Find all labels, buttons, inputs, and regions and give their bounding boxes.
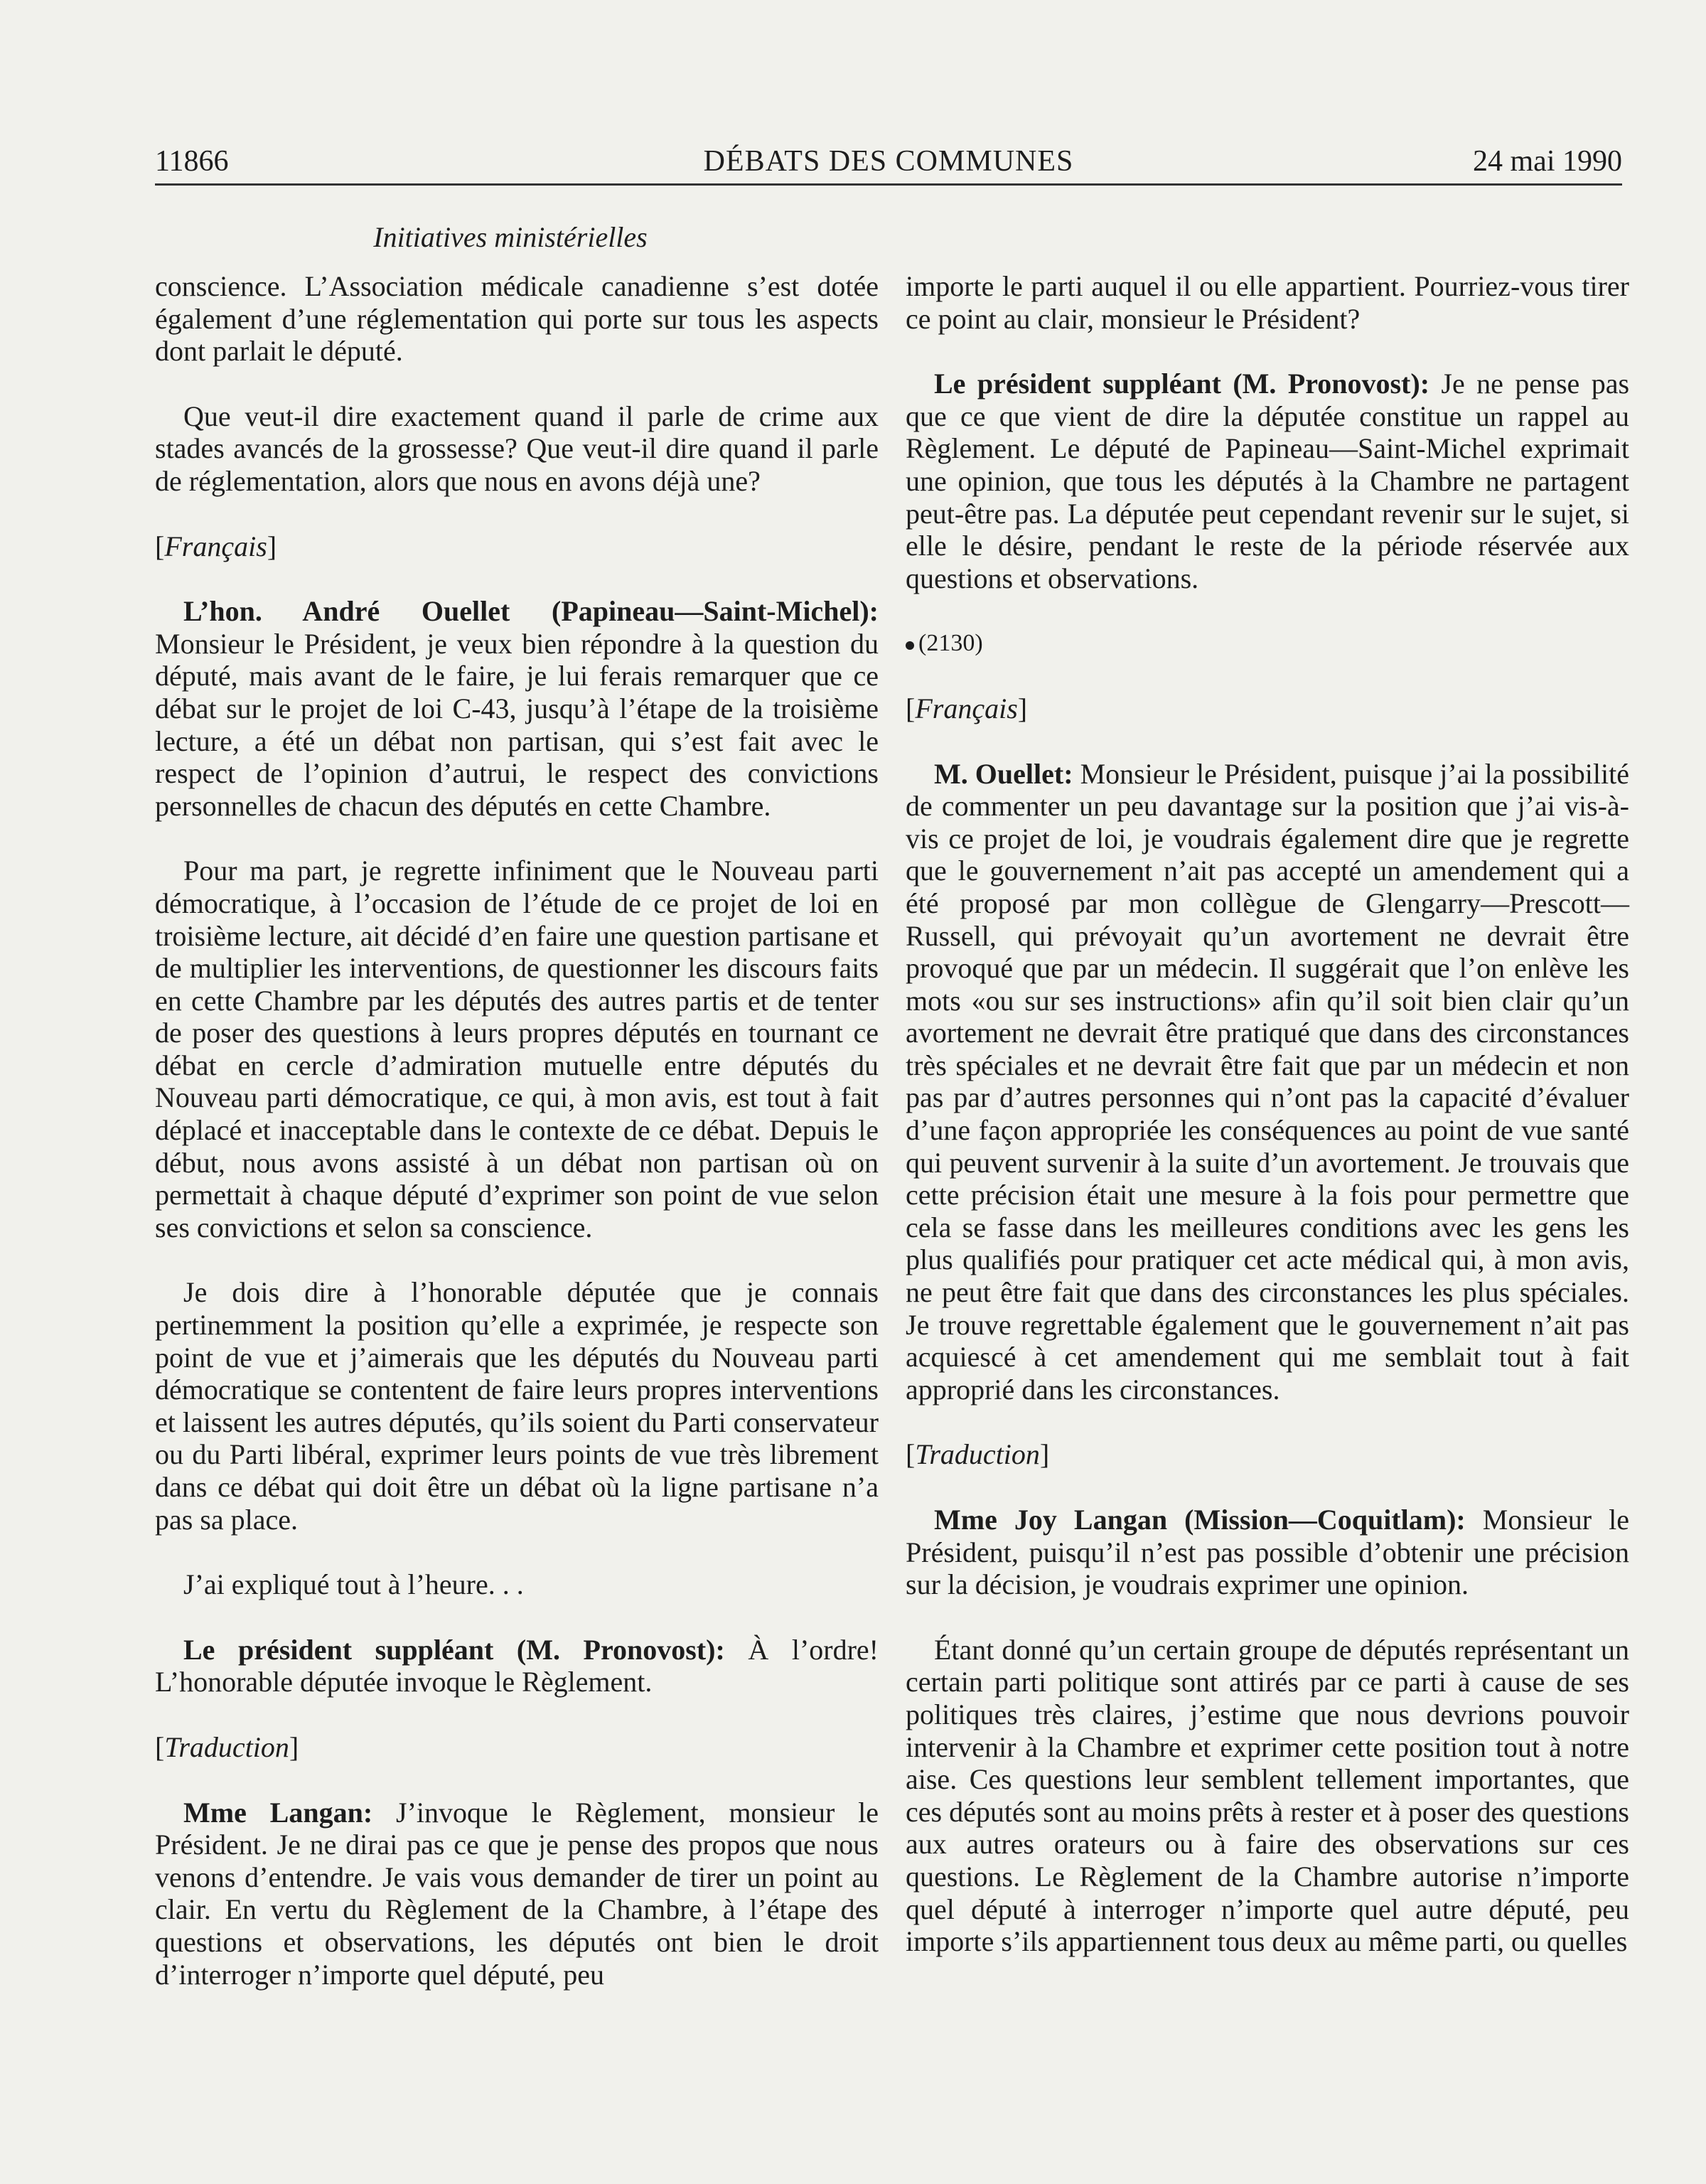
speech-paragraph [906,758,1629,1406]
paragraph: Je dois dire à l’honorable députée que je connais pertinemment la position qu’elle a exprimée, je respecte son point de vue et j’aimerais que les députés du Nouveau parti démocratique se contentent de faire leurs propres interventions et laissent les autres députés, qu’ils soient du Parti conservateur ou du Parti libéral, exprimer leurs points de vue très librement dans ce débat qui doit être un débat où la ligne partisane n’a pas sa place. [155,1276,879,1536]
speaker-name: Le président suppléant (M. Pronovost): [183,1633,725,1666]
language-marker: [Français] [906,692,1028,724]
left-column [155,270,879,2023]
speaker-name: Le président suppléant (M. Pronovost): [934,368,1430,400]
speech-text: Monsieur le Président, je veux bien répondre à la question du député, mais avant de le faire, je lui ferais remarquer que ce débat sur le projet de loi C-43, jusqu’à l’étape de la troisième lecture, a été un débat non partisan, qui s’est fait avec le respect de l’opinion d’autrui, le respect des convictions personnelles de chacun des députés en cette Chambre. [155,627,879,822]
speech-text: À l’ordre! L’honorable députée invoque le Règlement. [155,1633,879,1698]
speech-text: Monsieur le Président, puisque j’ai la possibilité de commenter un peu davantage sur la position que j’ai vis-à-vis ce projet de loi, je voudrais également dire que je regrette que le gouvernement n’ait pas accepté un amendement qui a été proposé par mon collègue de Glengarry—Prescott—Russell, qui prévoyait qu’un avortement ne devrait être provoqué que par un médecin. Il suggérait que l’on enlève les mots «ou sur ses instructions» afin qu’il soit bien clair qu’un avortement ne devrait être pratiqué que dans des circonstances très spéciales et ne devrait être fait que par un médecin et non pas par d’autres personnes qui n’ont pas la capacité d’évaluer d’une façon appropriée les conséquences au point de vue santé qui peuvent survenir à la suite d’un avortement. Je trouvais que cette précision était une mesure à la fois pour permettre que cela se fasse dans les meilleures conditions avec les gens les plus qualifiés pour pratiquer cet acte médical qui, à mon avis, ne peut être fait que dans des circonstances les plus spéciales. Je trouve regrettable également que le gouvernement n’ait pas acquiescé à cet amendement qui me semblait tout à fait approprié dans les circonstances. [906,757,1629,1406]
paragraph: importe le parti auquel il ou elle appartient. Pourriez-vous tirer ce point au clair, monsieur le Président? [906,270,1629,335]
language-marker: [Traduction] [155,1730,299,1763]
language-label: Traduction [164,1730,289,1763]
speaker-name: L’hon. André Ouellet (Papineau—Saint-Michel): [183,595,879,628]
bullet-dot-icon [906,641,914,650]
speaker-name: Mme Joy Langan (Mission—Coquitlam): [934,1504,1466,1536]
publication-date: 24 mai 1990 [1473,145,1622,178]
language-marker: [Français] [155,530,277,562]
speech-paragraph [906,1504,1629,1601]
speech-paragraph [155,595,879,822]
speaker-name: M. Ouellet: [934,757,1073,790]
header-rule [155,183,1622,186]
paragraph: J’ai expliqué tout à l’heure. . . [183,1568,524,1601]
language-label: Français [164,530,267,562]
time-marker-text: (2130) [918,630,983,657]
page-header [155,139,1622,183]
speech-text: Je ne pense pas que ce que vient de dire la députée constitue un rappel au Règlement. Le député de Papineau—Saint-Michel exprimait une opinion, que tous les députés à la Chambre ne partagent peut-être pas. La députée peut cependant revenir sur le sujet, si elle le désire, pendant le reste de la période réservée aux questions et observations. [906,368,1630,594]
page-number: 11866 [155,145,229,178]
speaker-name: Mme Langan: [183,1796,373,1829]
language-label: Français [915,692,1018,724]
paragraph: Pour ma part, je regrette infiniment que le Nouveau parti démocratique, à l’occasion de l’étude de ce projet de loi en troisième lecture, ait décidé d’en faire une question partisane et de multiplier les interventions, de questionner les discours faits en cette Chambre par les députés des autres partis et de tenter de poser des questions à leurs propres députés en tournant ce débat en cercle d’admiration mutuelle entre députés du Nouveau parti démocratique, ce qui, à mon avis, est tout à fait déplacé et inacceptable dans le contexte de ce débat. Depuis le début, nous avons assisté à un débat non partisan où on permettait à chaque député d’exprimer son point de vue selon ses convictions et selon sa conscience. [155,855,879,1243]
speech-text: Monsieur le Président, puisqu’il n’est pas possible d’obtenir une précision sur la décision, je voudrais exprimer une opinion. [906,1504,1629,1601]
publication-title: DÉBATS DES COMMUNES [703,145,1074,178]
paragraph: Que veut-il dire exactement quand il parle de crime aux stades avancés de la grossesse? Que veut-il dire quand il parle de réglementation, alors que nous en avons déjà une? [155,400,879,497]
speech-text: J’invoque le Règlement, monsieur le Président. Je ne dirai pas ce que je pense des propos que nous venons d’entendre. Je vais vous demander de tirer un point au clair. En vertu du Règlement de la Chambre, à l’étape des questions et observations, les députés ont bien le droit d’interroger n’importe quel député, peu [155,1796,879,1991]
language-marker: [Traduction] [906,1438,1050,1471]
speech-paragraph [155,1634,879,1698]
time-marker [906,627,1629,660]
speech-paragraph [155,1797,879,1991]
section-title: Initiatives ministérielles [373,221,648,253]
paragraph: conscience. L’Association médicale canadienne s’est dotée également d’une réglementation qui porte sur tous les aspects dont parlait le député. [155,270,879,368]
paragraph: Étant donné qu’un certain groupe de députés représentant un certain parti politique sont attirés par ce parti à cause de ses politiques très claires, j’estime que nous devrions pouvoir intervenir à la Chambre et exprimer cette position tout à notre aise. Ces questions leur semblent tellement importantes, que ces députés sont au moins prêts à rester et à poser des questions aux autres orateurs ou à faire des observations sur ces questions. Le Règlement de la Chambre autorise n’importe quel député à interroger n’importe quel autre député, peu importe s’ils appartiennent tous deux au même parti, ou quelles [906,1633,1629,1958]
speech-paragraph [906,368,1629,594]
right-column [906,270,1629,1991]
language-label: Traduction [915,1438,1040,1471]
